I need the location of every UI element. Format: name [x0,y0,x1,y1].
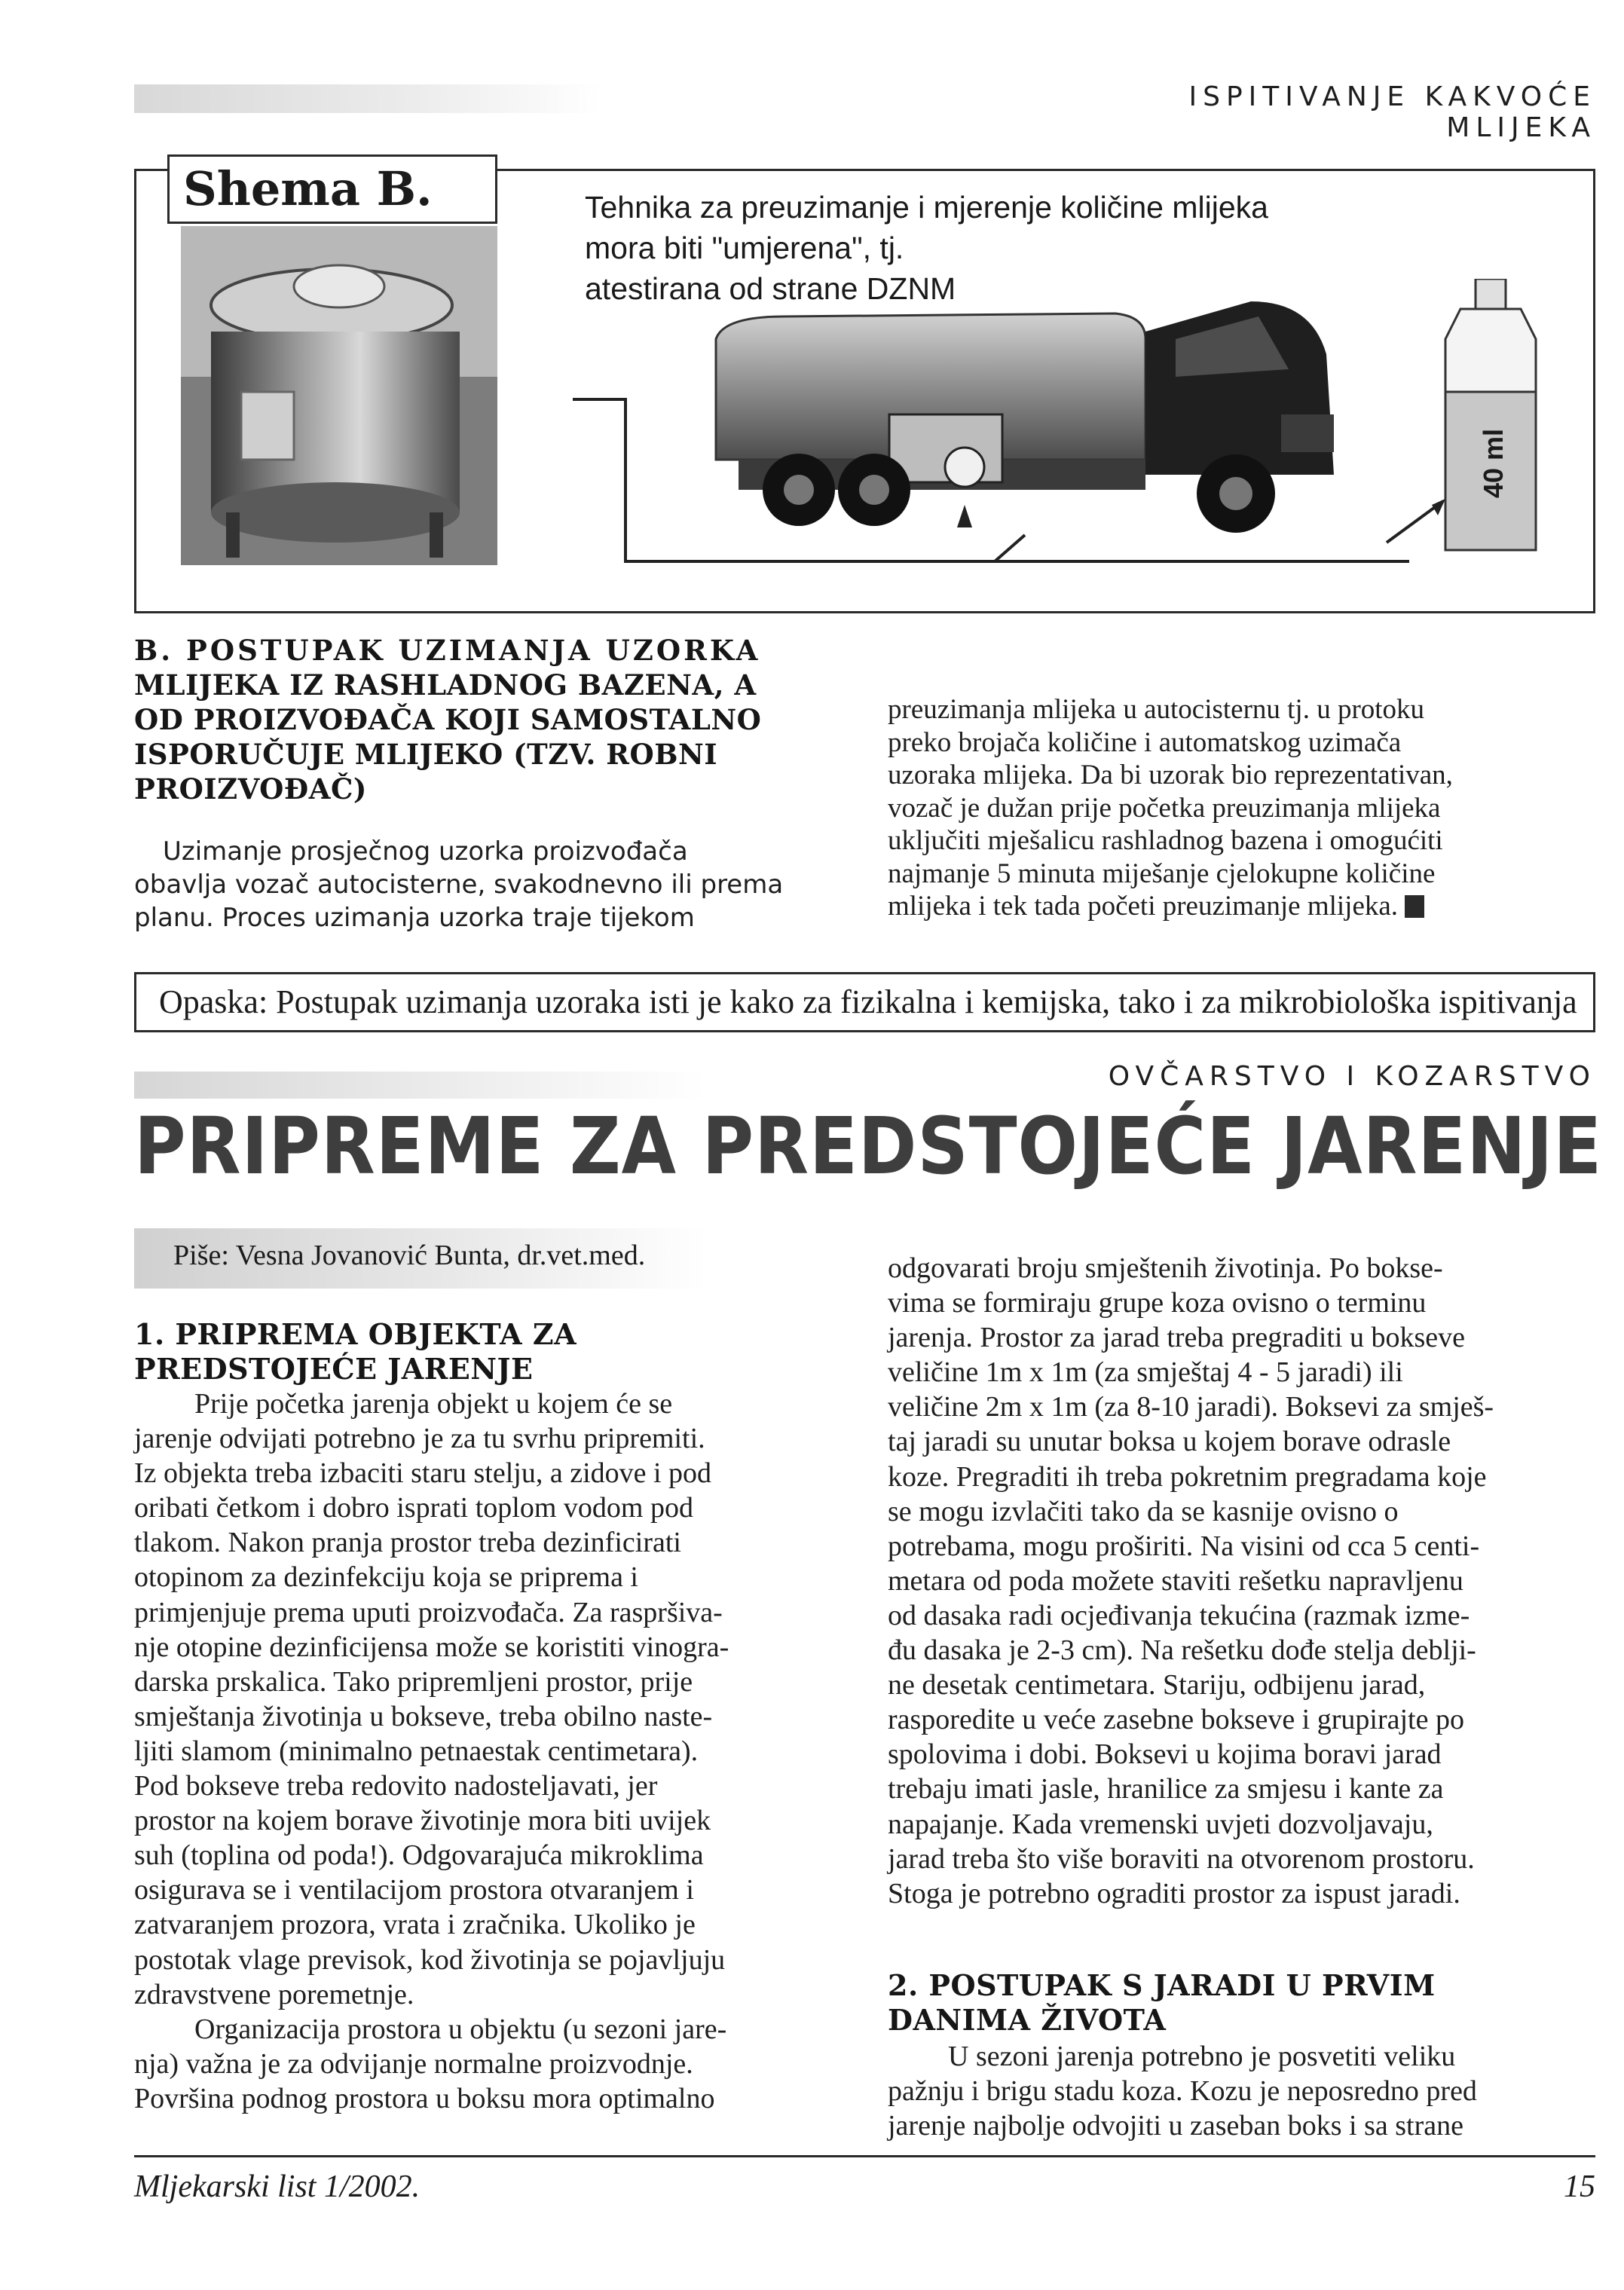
text-line: vima se formiraju grupe koza ovisno o terminu [888,1287,1427,1319]
article-author: Piše: Vesna Jovanović Bunta, dr.vet.med. [173,1240,646,1271]
text-line: pažnju i brigu stadu koza. Kozu je neposredno pred [888,2075,1477,2108]
text-line: suh (toplina od poda!). Odgovarajuća mikroklima [134,1839,704,1872]
text-line: tlakom. Nakon pranja prostor treba dezinficirati [134,1527,681,1559]
text-line: nje otopine dezinficijensa može se koristiti vinogra- [134,1631,729,1663]
article-section-header: OVČARSTVO I KOZARSTVO [1108,1061,1596,1092]
text-line-end: mlijeka i tek tada početi preuzimanje mlijeka. [888,891,1399,922]
text-line: zatvaranjem prozora, vrata i zračnika. Ukoliko je [134,1909,696,1941]
text-line: odgovarati broju smještenih životinja. Po bokse- [888,1252,1443,1284]
heading-line: B. POSTUPAK UZIMANJA UZORKA [134,634,761,667]
footer-rule [134,2155,1595,2157]
text-line: uključiti mješalicu rashladnog bazena i omogućiti [888,825,1443,856]
shema-label: Shema B. [167,154,497,224]
text-line: spolovima i dobi. Boksevi u kojima boravi jarad [888,1738,1442,1771]
article-title: PRIPREME ZA PREDSTOJEĆE JARENJE [134,1100,1603,1192]
text-line [888,890,1596,923]
text-line: zdravstvene poremetnje. [134,1978,414,2010]
heading-line: PROIZVOĐAČ) [134,772,367,806]
text-line: prostor na kojem borave životinje mora biti uvijek [134,1805,711,1837]
text-line: darska prskalica. Tako pripremljeni prostor, prije [134,1665,693,1698]
text-line: Prije početka jarenja objekt u kojem će se [194,1388,673,1420]
text-line: jarenje najbolje odvojiti u zaseban boks i sa strane [888,2110,1463,2142]
text-line: jarenja. Prostor za jarad treba pregraditi u bokseve [888,1322,1466,1354]
header-band [134,84,601,113]
text-line: veličine 2m x 1m (za 8-10 jaradi). Boksevi za smješ- [888,1391,1494,1423]
article-heading-1 [134,1317,858,1387]
shema-connector-lines [558,377,1447,573]
text-line: Površina podnog prostora u boksu mora optimalno [134,2082,715,2114]
text-line: se mogu izvlačiti tako da se kasnije ovisno o [888,1495,1399,1527]
text-line: U sezoni jarenja potrebno je posvetiti veliku [948,2041,1456,2072]
section-b-heading [134,633,858,806]
caption-line: Tehnika za preuzimanje i mjerenje količine mlijeka [585,190,1268,225]
text-line: Pod bokseve treba redovito nadosteljavati, jer [134,1770,658,1802]
text-line: primjenjuje prema uputi proizvođača. Za raspršiva- [134,1596,723,1628]
section-b-body-left [134,835,858,934]
section-header: ISPITIVANJE KAKVOĆE MLIJEKA [1188,81,1596,143]
text-line: jarad treba što više boraviti na otvorenom prostoru. [888,1842,1475,1875]
text-line: jarenje odvijati potrebno je za tu svrhu pripremiti. [134,1423,705,1455]
text-line: metara od poda možete staviti rešetku napravljenu [888,1564,1463,1597]
text-line: trebaju imati jasle, hranilice za smjesu i kante za [888,1773,1444,1805]
text-line: ne desetak centimetara. Stariju, odbijenu jarad, [888,1669,1426,1701]
text-line: veličine 1m x 1m (za smještaj 4 - 5 jaradi) ili [888,1356,1403,1389]
text-line: obavlja vozač autocisterne, svakodnevno ili prema [134,870,784,900]
article-heading-2 [888,1968,1596,2038]
end-mark-icon [1405,895,1424,918]
text-line: Stoga je potrebno ograditi prostor za ispust jaradi. [888,1877,1460,1909]
article-body-right [888,1251,1596,1911]
text-line: od dasaka radi ocjeđivanja tekućina (razmak izme- [888,1599,1470,1631]
text-line: preuzimanja mlijeka u autocisternu tj. u protoku [888,694,1425,725]
section-b-body-right [888,693,1596,923]
heading-line: OD PROIZVOĐAČA KOJI SAMOSTALNO [134,703,762,736]
bottle-label: 40 ml [1478,428,1509,499]
text-line: osigurava se i ventilacijom prostora otvaranjem i [134,1874,694,1906]
text-line: planu. Proces uzimanja uzorka traje tijekom [134,903,695,933]
text-line: oribati četkom i dobro isprati toplom vodom pod [134,1492,693,1524]
text-line: vozač je dužan prije početka preuzimanja mlijeka [888,792,1441,824]
text-line: smještanja životinja u bokseve, treba obilno naste- [134,1700,713,1732]
heading-line: 2. POSTUPAK S JARADI U PRVIM [888,1968,1436,2002]
footer-page-number: 15 [1564,2169,1595,2204]
heading-line: ISPORUČUJE MLIJEKO (TZV. ROBNI [134,738,718,771]
text-line: uzoraka mlijeka. Da bi uzorak bio reprezentativan, [888,760,1453,790]
text-line: rasporedite u veće zasebne bokseve i grupirajte po [888,1704,1464,1736]
footer-journal: Mljekarski list 1/2002. [134,2169,421,2204]
heading-line: MLIJEKA IZ RASHLADNOG BAZENA, A [134,668,757,702]
text-line: postotak vlage previsok, kod životinja se pojavljuju [134,1943,726,1976]
text-line: najmanje 5 minuta miješanje cjelokupne količine [888,858,1436,889]
text-line: preko brojača količine i automatskog uzimača [888,726,1402,758]
text-line: đu dasaka je 2-3 cm). Na rešetku dođe stelja deblji- [888,1634,1476,1667]
heading-line: 1. PRIPREMA OBJEKTA ZA [134,1317,577,1351]
caption-line: atestirana od strane DZNM [585,271,956,306]
article-body-right-2 [888,2039,1596,2143]
article-header-band [134,1072,707,1099]
article-body-left [134,1387,858,2116]
text-line: Iz objekta treba izbaciti staru stelju, a zidove i pod [134,1457,712,1490]
text-line: potrebama, mogu proširiti. Na visini od cca 5 centi- [888,1530,1480,1562]
heading-line: PREDSTOJEĆE JARENJE [134,1352,534,1386]
text-line: koze. Pregraditi ih treba pokretnim pregradama koje [888,1460,1487,1493]
text-line: Organizacija prostora u objektu (u sezoni jare- [194,2013,727,2045]
caption-line: mora biti "umjerena", tj. [585,231,904,265]
heading-line: DANIMA ŽIVOTA [888,2003,1167,2037]
text-line: Uzimanje prosječnog uzorka proizvođača [163,836,688,867]
note-box: Opaska: Postupak uzimanja uzoraka isti je kako za fizikalna i kemijska, tako i za mikrobiološka ispitivanja [134,972,1595,1032]
text-line: ljiti slamom (minimalno petnaestak centimetara). [134,1735,699,1767]
cooling-tank-photo [181,226,497,565]
text-line: napajanje. Kada vremenski uvjeti dozvoljavaju, [888,1808,1433,1840]
text-line: taj jaradi su unutar boksa u kojem borave odrasle [888,1426,1451,1458]
text-line: nja) važna je za odvijanje normalne proizvodnje. [134,2047,693,2080]
text-line: otopinom za dezinfekciju koja se priprema i [134,1561,638,1594]
